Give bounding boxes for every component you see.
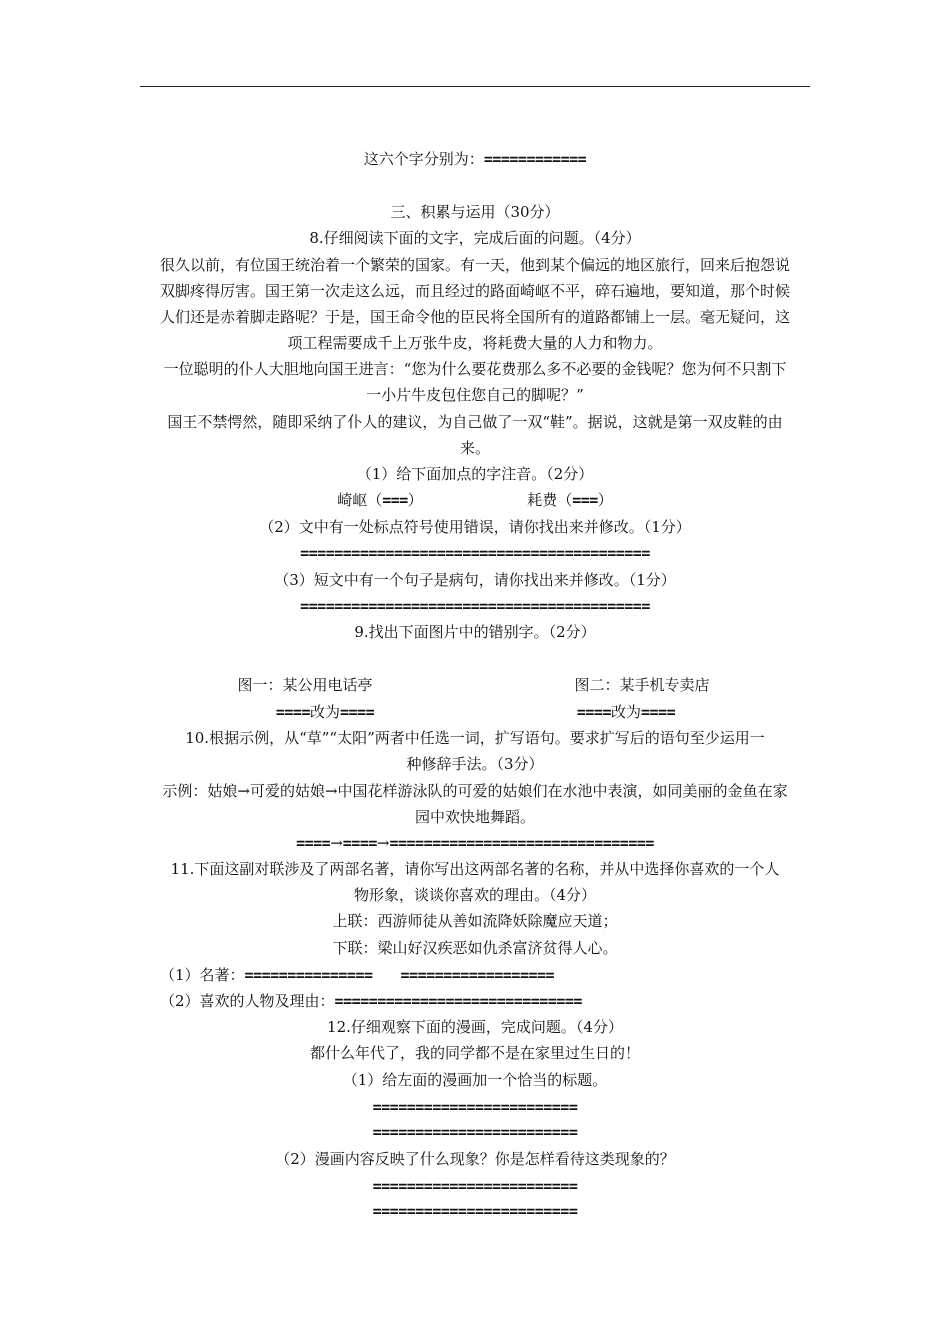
q10-example-line1: 示例：姑娘→可爱的姑娘→中国花样游泳队的可爱的姑娘们在水池中表演，如同美丽的金鱼在家 xyxy=(162,782,788,800)
q11-title-line2: 物形象，谈谈你喜欢的理由。（4分） xyxy=(353,886,597,904)
section-title: 三、积累与运用（30分） xyxy=(390,203,560,221)
q8-para1-line4: 项工程需要成千上万张牛皮，将耗费大量的人力和物力。 xyxy=(287,334,663,352)
q11-sub1-label: （1）名著： xyxy=(160,966,245,984)
q12-sub1-blank-1[interactable]: ======================== xyxy=(372,1098,578,1116)
q11-work2-blank[interactable]: ================== xyxy=(400,966,555,984)
q8-word2-end: ） xyxy=(597,491,613,509)
q8-para1-line3: 人们还是赤着脚走路呢？于是，国王命令他的臣民将全国所有的道路都铺上一层。毫无疑问，这 xyxy=(159,308,790,326)
q12-sub1: （1）给左面的漫画加一个恰当的标题。 xyxy=(342,1071,608,1089)
q11-couplet-lower: 下联：梁山好汉疾恶如仇杀富济贫得人心。 xyxy=(332,939,618,957)
arrow-icon: → xyxy=(330,834,343,852)
q8-para1-line2: 双脚疼得厉害。国王第一次走这么远，而且经过的路面崎岖不平，碎石遍地，要知道，那个时候 xyxy=(159,282,790,300)
header-rule xyxy=(140,86,810,87)
q9-fig1-change-to: 改为 xyxy=(309,703,340,721)
q10-blank-2[interactable]: ==== xyxy=(342,834,377,852)
q8-sub2-answer-blank[interactable]: ========================================= xyxy=(300,544,650,562)
q10-blank-3[interactable]: =============================== xyxy=(389,834,654,852)
q8-title: 8.仔细阅读下面的文字，完成后面的问题。（4分） xyxy=(309,229,641,247)
q8-word1-label: 崎岖（ xyxy=(337,491,383,509)
q11-sub2 xyxy=(160,990,830,1012)
intro-blank[interactable]: ============ xyxy=(483,150,587,168)
q11-reason-blank[interactable]: ============================= xyxy=(334,992,582,1010)
q8-para1-line1: 很久以前，有位国王统治着一个繁荣的国家。有一天，他到某个偏远的地区旅行，回来后抱怨说 xyxy=(159,256,790,274)
q9-fig2-wrong-blank[interactable]: ==== xyxy=(576,703,611,721)
q11-work1-blank[interactable]: =============== xyxy=(244,966,373,984)
q10-example-line2: 园中欢快地舞蹈。 xyxy=(414,808,535,826)
q9-fig1-wrong-blank[interactable]: ==== xyxy=(275,703,310,721)
q8-word2 xyxy=(470,489,670,511)
q8-word2-blank[interactable]: === xyxy=(572,491,598,509)
q12-title: 12.仔细观察下面的漫画，完成问题。（4分） xyxy=(327,1018,623,1036)
q8-sub2: （2）文中有一处标点符号使用错误，请你找出来并修改。（1分） xyxy=(259,518,691,536)
intro-line xyxy=(140,148,810,170)
q12-cartoon-caption: 都什么年代了，我的同学都不是在家里过生日的！ xyxy=(309,1044,640,1062)
q9-figure1-answer xyxy=(175,701,475,723)
q11-sub1 xyxy=(160,964,830,986)
q11-sub2-label: （2）喜欢的人物及理由： xyxy=(160,992,335,1010)
q11-couplet-upper: 上联：西游师徒从善如流降妖除魔应天道； xyxy=(332,912,618,930)
q10-answer-row xyxy=(140,832,810,854)
q8-sub1: （1）给下面加点的字注音。（2分） xyxy=(356,465,594,483)
q10-title-line2: 种修辞手法。（3分） xyxy=(406,755,544,773)
q8-para2-line1: 一位聪明的仆人大胆地向国王进言：“您为什么要花费那么多不必要的金钱呢？您为何不只割下 xyxy=(163,360,787,378)
q8-word1-blank[interactable]: === xyxy=(382,491,408,509)
q9-fig2-correct-blank[interactable]: ==== xyxy=(641,703,676,721)
q8-sub3-answer-blank[interactable]: ========================================= xyxy=(300,597,650,615)
q12-sub1-blank-2[interactable]: ======================== xyxy=(372,1123,578,1141)
q9-figure2-answer xyxy=(476,701,776,723)
q8-word1 xyxy=(280,489,480,511)
q12-sub2: （2）漫画内容反映了什么现象？你是怎样看待这类现象的？ xyxy=(275,1150,675,1168)
intro-label: 这六个字分别为： xyxy=(363,150,484,168)
q8-para3-line1: 国王不禁愕然，随即采纳了仆人的建议，为自己做了一双“鞋”。据说，这就是第一双皮鞋的由 xyxy=(167,413,783,431)
q11-title-line1: 11.下面这副对联涉及了两部名著，请你写出这两部名著的名称，并从中选择你喜欢的一个人 xyxy=(170,860,780,878)
q10-blank-1[interactable]: ==== xyxy=(296,834,331,852)
q8-word1-end: ） xyxy=(407,491,423,509)
q9-fig1-correct-blank[interactable]: ==== xyxy=(340,703,375,721)
q9-fig2-change-to: 改为 xyxy=(610,703,641,721)
q9-title: 9.找出下面图片中的错别字。（2分） xyxy=(354,623,596,641)
q9-figure1-caption: 图一：某公用电话亭 xyxy=(237,676,373,694)
q8-sub3: （3）短文中有一个句子是病句，请你找出来并修改。（1分） xyxy=(274,571,676,589)
q8-para3-line2: 来。 xyxy=(459,439,490,457)
q9-figure2-caption: 图二：某手机专卖店 xyxy=(574,676,710,694)
q10-title-line1: 10.根据示例，从“草”“太阳”两者中任选一词，扩写语句。要求扩写后的语句至少运用一 xyxy=(185,729,765,747)
arrow-icon: → xyxy=(376,834,390,852)
q12-sub2-blank-2[interactable]: ======================== xyxy=(372,1202,578,1220)
q8-para2-line2: 一小片牛皮包住您自己的脚呢？” xyxy=(366,386,584,404)
q12-sub2-blank-1[interactable]: ======================== xyxy=(372,1177,578,1195)
q8-word2-label: 耗费（ xyxy=(527,491,573,509)
